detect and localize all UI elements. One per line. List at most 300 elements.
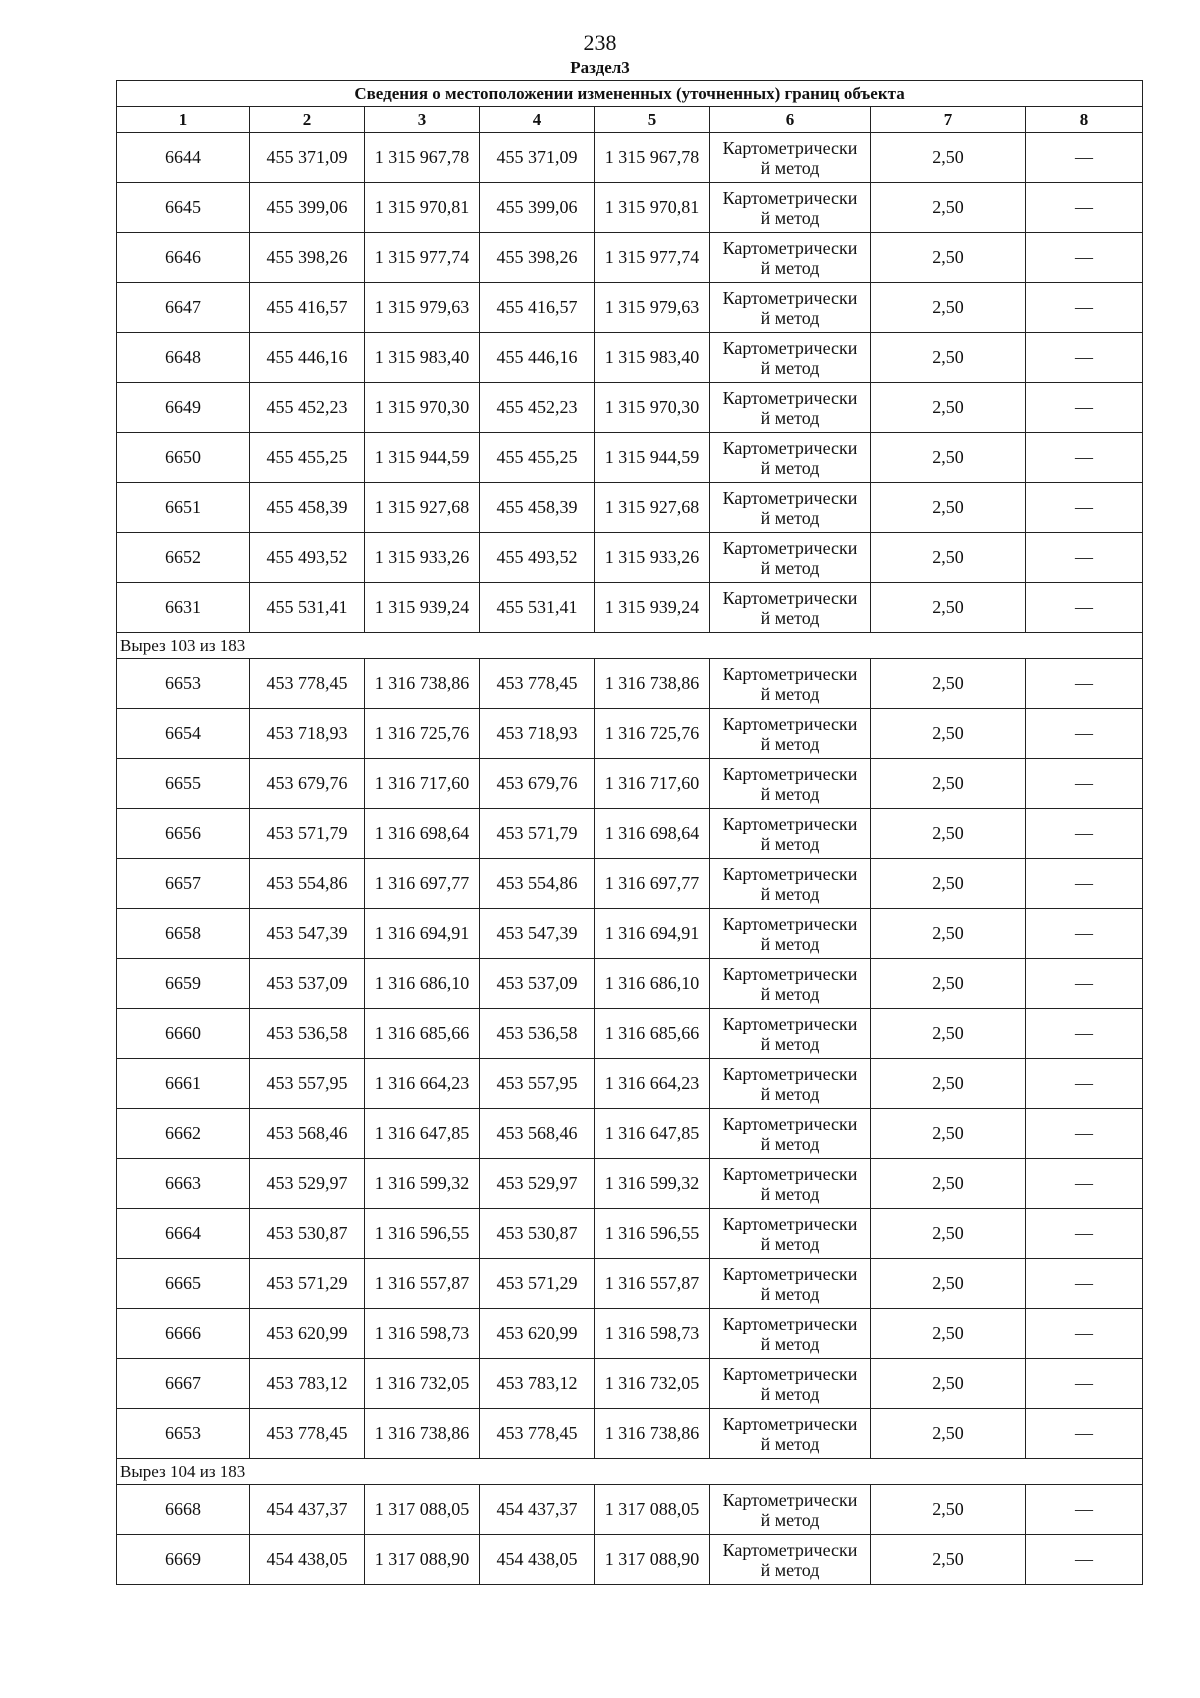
table-row [117, 1535, 1143, 1585]
method-line-1: Картометрически [722, 1113, 858, 1134]
method-line-1: Картометрически [722, 1213, 858, 1234]
method-line-2: й метод [760, 933, 820, 954]
point-number-cell: 6655 [117, 759, 250, 809]
x-existing-cell: 455 416,57 [250, 283, 365, 333]
point-number-cell: 6647 [117, 283, 250, 333]
y-existing-cell: 1 316 685,66 [365, 1009, 480, 1059]
section-title: Раздел3 [570, 58, 630, 77]
method-cell [710, 533, 871, 583]
cutout-label-row [117, 1459, 1143, 1485]
point-number-cell: 6631 [117, 583, 250, 633]
y-existing-cell: 1 315 977,74 [365, 233, 480, 283]
y-new-cell: 1 315 979,63 [595, 283, 710, 333]
y-new-cell: 1 316 717,60 [595, 759, 710, 809]
method-line-2: й метод [760, 457, 820, 478]
table-body [117, 133, 1143, 1585]
x-existing-cell: 455 446,16 [250, 333, 365, 383]
y-existing-cell: 1 315 927,68 [365, 483, 480, 533]
column-header: 8 [1026, 107, 1143, 133]
column-header: 3 [365, 107, 480, 133]
method-line-1: Картометрически [722, 713, 858, 734]
x-new-cell: 455 399,06 [480, 183, 595, 233]
y-new-cell: 1 317 088,05 [595, 1485, 710, 1535]
x-existing-cell: 455 458,39 [250, 483, 365, 533]
y-existing-cell: 1 316 557,87 [365, 1259, 480, 1309]
accuracy-cell: 2,50 [871, 1409, 1026, 1459]
method-line-2: й метод [760, 833, 820, 854]
y-existing-cell: 1 315 970,30 [365, 383, 480, 433]
x-existing-cell: 454 437,37 [250, 1485, 365, 1535]
note-cell: — [1026, 959, 1143, 1009]
table-row [117, 583, 1143, 633]
y-new-cell: 1 316 738,86 [595, 1409, 710, 1459]
method-line-2: й метод [760, 157, 820, 178]
method-cell [710, 1359, 871, 1409]
x-new-cell: 453 778,45 [480, 659, 595, 709]
x-existing-cell: 453 718,93 [250, 709, 365, 759]
y-existing-cell: 1 315 933,26 [365, 533, 480, 583]
y-new-cell: 1 316 694,91 [595, 909, 710, 959]
table-row [117, 283, 1143, 333]
y-existing-cell: 1 316 697,77 [365, 859, 480, 909]
table-row [117, 133, 1143, 183]
method-line-1: Картометрически [722, 763, 858, 784]
x-new-cell: 453 537,09 [480, 959, 595, 1009]
x-new-cell: 455 398,26 [480, 233, 595, 283]
x-existing-cell: 453 571,79 [250, 809, 365, 859]
point-number-cell: 6648 [117, 333, 250, 383]
x-new-cell: 453 530,87 [480, 1209, 595, 1259]
x-new-cell: 453 554,86 [480, 859, 595, 909]
point-number-cell: 6663 [117, 1159, 250, 1209]
method-line-2: й метод [760, 207, 820, 228]
accuracy-cell: 2,50 [871, 1159, 1026, 1209]
point-number-cell: 6644 [117, 133, 250, 183]
table-row [117, 483, 1143, 533]
method-line-1: Картометрически [722, 1539, 858, 1560]
accuracy-cell: 2,50 [871, 709, 1026, 759]
page-number: 238 [583, 30, 617, 55]
note-cell: — [1026, 1109, 1143, 1159]
note-cell: — [1026, 383, 1143, 433]
method-line-2: й метод [760, 1183, 820, 1204]
x-existing-cell: 453 620,99 [250, 1309, 365, 1359]
x-existing-cell: 453 554,86 [250, 859, 365, 909]
table-row [117, 333, 1143, 383]
point-number-cell: 6650 [117, 433, 250, 483]
method-cell [710, 1309, 871, 1359]
method-line-1: Картометрически [722, 137, 858, 158]
cutout-label: Вырез 103 из 183 [117, 633, 1143, 659]
method-cell [710, 1059, 871, 1109]
accuracy-cell: 2,50 [871, 1535, 1026, 1585]
method-line-1: Картометрически [722, 1413, 858, 1434]
method-cell [710, 583, 871, 633]
method-line-2: й метод [760, 883, 820, 904]
x-existing-cell: 455 371,09 [250, 133, 365, 183]
point-number-cell: 6657 [117, 859, 250, 909]
method-line-2: й метод [760, 1333, 820, 1354]
y-new-cell: 1 315 977,74 [595, 233, 710, 283]
note-cell: — [1026, 709, 1143, 759]
method-line-2: й метод [760, 1509, 820, 1530]
x-existing-cell: 453 530,87 [250, 1209, 365, 1259]
note-cell: — [1026, 133, 1143, 183]
column-number-row [117, 107, 1143, 133]
point-number-cell: 6665 [117, 1259, 250, 1309]
x-existing-cell: 453 529,97 [250, 1159, 365, 1209]
y-existing-cell: 1 316 598,73 [365, 1309, 480, 1359]
method-line-1: Картометрически [722, 913, 858, 934]
note-cell: — [1026, 433, 1143, 483]
method-cell [710, 283, 871, 333]
accuracy-cell: 2,50 [871, 233, 1026, 283]
y-existing-cell: 1 316 738,86 [365, 1409, 480, 1459]
point-number-cell: 6658 [117, 909, 250, 959]
accuracy-cell: 2,50 [871, 1259, 1026, 1309]
method-cell [710, 1209, 871, 1259]
cutout-label: Вырез 104 из 183 [117, 1459, 1143, 1485]
note-cell: — [1026, 1409, 1143, 1459]
x-existing-cell: 455 455,25 [250, 433, 365, 483]
x-new-cell: 455 416,57 [480, 283, 595, 333]
x-new-cell: 453 571,29 [480, 1259, 595, 1309]
point-number-cell: 6656 [117, 809, 250, 859]
y-existing-cell: 1 316 725,76 [365, 709, 480, 759]
method-cell [710, 1009, 871, 1059]
table-row [117, 909, 1143, 959]
y-existing-cell: 1 316 664,23 [365, 1059, 480, 1109]
y-existing-cell: 1 316 599,32 [365, 1159, 480, 1209]
method-line-2: й метод [760, 1133, 820, 1154]
accuracy-cell: 2,50 [871, 333, 1026, 383]
point-number-cell: 6669 [117, 1535, 250, 1585]
x-existing-cell: 453 679,76 [250, 759, 365, 809]
method-line-1: Картометрически [722, 1263, 858, 1284]
x-existing-cell: 454 438,05 [250, 1535, 365, 1585]
method-line-2: й метод [760, 1559, 820, 1580]
y-new-cell: 1 316 697,77 [595, 859, 710, 909]
accuracy-cell: 2,50 [871, 809, 1026, 859]
y-new-cell: 1 316 647,85 [595, 1109, 710, 1159]
point-number-cell: 6659 [117, 959, 250, 1009]
method-line-1: Картометрически [722, 1313, 858, 1334]
accuracy-cell: 2,50 [871, 1109, 1026, 1159]
x-new-cell: 455 452,23 [480, 383, 595, 433]
method-line-1: Картометрически [722, 963, 858, 984]
accuracy-cell: 2,50 [871, 183, 1026, 233]
method-cell [710, 483, 871, 533]
y-existing-cell: 1 316 596,55 [365, 1209, 480, 1259]
point-number-cell: 6654 [117, 709, 250, 759]
x-existing-cell: 453 568,46 [250, 1109, 365, 1159]
accuracy-cell: 2,50 [871, 1059, 1026, 1109]
x-existing-cell: 455 399,06 [250, 183, 365, 233]
y-new-cell: 1 316 599,32 [595, 1159, 710, 1209]
y-existing-cell: 1 316 647,85 [365, 1109, 480, 1159]
x-new-cell: 454 437,37 [480, 1485, 595, 1535]
table-row [117, 1259, 1143, 1309]
accuracy-cell: 2,50 [871, 959, 1026, 1009]
y-new-cell: 1 315 927,68 [595, 483, 710, 533]
x-existing-cell: 453 536,58 [250, 1009, 365, 1059]
table-row [117, 1359, 1143, 1409]
y-existing-cell: 1 316 686,10 [365, 959, 480, 1009]
accuracy-cell: 2,50 [871, 483, 1026, 533]
method-line-2: й метод [760, 1033, 820, 1054]
x-new-cell: 453 536,58 [480, 1009, 595, 1059]
note-cell: — [1026, 1535, 1143, 1585]
table-row [117, 1109, 1143, 1159]
accuracy-cell: 2,50 [871, 659, 1026, 709]
point-number-cell: 6666 [117, 1309, 250, 1359]
method-line-1: Картометрически [722, 287, 858, 308]
y-existing-cell: 1 317 088,90 [365, 1535, 480, 1585]
y-new-cell: 1 316 738,86 [595, 659, 710, 709]
table-row [117, 1009, 1143, 1059]
note-cell: — [1026, 1485, 1143, 1535]
method-line-1: Картометрически [722, 237, 858, 258]
method-cell [710, 709, 871, 759]
y-existing-cell: 1 315 944,59 [365, 433, 480, 483]
method-line-1: Картометрически [722, 187, 858, 208]
accuracy-cell: 2,50 [871, 1485, 1026, 1535]
method-cell [710, 1109, 871, 1159]
x-existing-cell: 453 783,12 [250, 1359, 365, 1409]
x-new-cell: 453 571,79 [480, 809, 595, 859]
x-new-cell: 453 718,93 [480, 709, 595, 759]
note-cell: — [1026, 859, 1143, 909]
column-header: 4 [480, 107, 595, 133]
accuracy-cell: 2,50 [871, 1009, 1026, 1059]
x-new-cell: 453 620,99 [480, 1309, 595, 1359]
method-cell [710, 959, 871, 1009]
method-line-2: й метод [760, 407, 820, 428]
note-cell: — [1026, 183, 1143, 233]
method-line-1: Картометрически [722, 437, 858, 458]
x-new-cell: 455 371,09 [480, 133, 595, 183]
note-cell: — [1026, 233, 1143, 283]
y-new-cell: 1 316 598,73 [595, 1309, 710, 1359]
point-number-cell: 6649 [117, 383, 250, 433]
point-number-cell: 6646 [117, 233, 250, 283]
x-new-cell: 454 438,05 [480, 1535, 595, 1585]
y-existing-cell: 1 315 939,24 [365, 583, 480, 633]
y-existing-cell: 1 315 979,63 [365, 283, 480, 333]
note-cell: — [1026, 1059, 1143, 1109]
method-cell [710, 1259, 871, 1309]
point-number-cell: 6664 [117, 1209, 250, 1259]
y-new-cell: 1 316 686,10 [595, 959, 710, 1009]
note-cell: — [1026, 483, 1143, 533]
table-row [117, 959, 1143, 1009]
method-cell [710, 1535, 871, 1585]
table-row [117, 759, 1143, 809]
method-line-2: й метод [760, 357, 820, 378]
note-cell: — [1026, 759, 1143, 809]
accuracy-cell: 2,50 [871, 909, 1026, 959]
method-line-2: й метод [760, 1233, 820, 1254]
accuracy-cell: 2,50 [871, 1359, 1026, 1409]
note-cell: — [1026, 1309, 1143, 1359]
method-line-2: й метод [760, 1383, 820, 1404]
x-new-cell: 453 547,39 [480, 909, 595, 959]
method-line-2: й метод [760, 1433, 820, 1454]
note-cell: — [1026, 583, 1143, 633]
x-new-cell: 455 458,39 [480, 483, 595, 533]
x-existing-cell: 455 452,23 [250, 383, 365, 433]
x-new-cell: 455 446,16 [480, 333, 595, 383]
x-existing-cell: 455 531,41 [250, 583, 365, 633]
y-new-cell: 1 316 557,87 [595, 1259, 710, 1309]
y-existing-cell: 1 316 698,64 [365, 809, 480, 859]
method-line-1: Картометрически [722, 587, 858, 608]
method-line-2: й метод [760, 507, 820, 528]
table-row [117, 709, 1143, 759]
method-cell [710, 183, 871, 233]
method-cell [710, 1409, 871, 1459]
y-new-cell: 1 315 944,59 [595, 433, 710, 483]
note-cell: — [1026, 1359, 1143, 1409]
method-line-2: й метод [760, 783, 820, 804]
y-new-cell: 1 315 970,81 [595, 183, 710, 233]
y-existing-cell: 1 316 694,91 [365, 909, 480, 959]
table-row [117, 383, 1143, 433]
x-existing-cell: 455 493,52 [250, 533, 365, 583]
y-new-cell: 1 317 088,90 [595, 1535, 710, 1585]
y-existing-cell: 1 316 717,60 [365, 759, 480, 809]
table-row [117, 433, 1143, 483]
coordinates-table [116, 80, 1143, 1585]
accuracy-cell: 2,50 [871, 1209, 1026, 1259]
method-cell [710, 659, 871, 709]
y-existing-cell: 1 317 088,05 [365, 1485, 480, 1535]
method-line-1: Картометрически [722, 813, 858, 834]
method-cell [710, 133, 871, 183]
x-existing-cell: 453 778,45 [250, 659, 365, 709]
method-line-2: й метод [760, 733, 820, 754]
note-cell: — [1026, 1259, 1143, 1309]
x-new-cell: 453 568,46 [480, 1109, 595, 1159]
x-existing-cell: 453 571,29 [250, 1259, 365, 1309]
method-line-2: й метод [760, 257, 820, 278]
x-existing-cell: 453 557,95 [250, 1059, 365, 1109]
x-new-cell: 453 679,76 [480, 759, 595, 809]
accuracy-cell: 2,50 [871, 533, 1026, 583]
note-cell: — [1026, 283, 1143, 333]
y-existing-cell: 1 316 738,86 [365, 659, 480, 709]
accuracy-cell: 2,50 [871, 283, 1026, 333]
note-cell: — [1026, 1159, 1143, 1209]
x-new-cell: 453 783,12 [480, 1359, 595, 1409]
method-line-1: Картометрически [722, 1363, 858, 1384]
point-number-cell: 6645 [117, 183, 250, 233]
method-line-1: Картометрически [722, 1063, 858, 1084]
method-cell [710, 1159, 871, 1209]
method-line-1: Картометрически [722, 1013, 858, 1034]
point-number-cell: 6653 [117, 659, 250, 709]
method-cell [710, 909, 871, 959]
accuracy-cell: 2,50 [871, 133, 1026, 183]
table-row [117, 1309, 1143, 1359]
y-new-cell: 1 315 970,30 [595, 383, 710, 433]
table-row [117, 1409, 1143, 1459]
column-header: 6 [710, 107, 871, 133]
accuracy-cell: 2,50 [871, 583, 1026, 633]
y-new-cell: 1 316 685,66 [595, 1009, 710, 1059]
note-cell: — [1026, 533, 1143, 583]
y-existing-cell: 1 315 970,81 [365, 183, 480, 233]
accuracy-cell: 2,50 [871, 859, 1026, 909]
x-new-cell: 453 778,45 [480, 1409, 595, 1459]
y-new-cell: 1 315 939,24 [595, 583, 710, 633]
accuracy-cell: 2,50 [871, 759, 1026, 809]
table-row [117, 809, 1143, 859]
method-line-2: й метод [760, 1083, 820, 1104]
x-new-cell: 453 529,97 [480, 1159, 595, 1209]
y-new-cell: 1 315 983,40 [595, 333, 710, 383]
method-line-2: й метод [760, 1283, 820, 1304]
method-line-1: Картометрически [722, 1163, 858, 1184]
method-cell [710, 433, 871, 483]
table-row [117, 183, 1143, 233]
y-existing-cell: 1 315 983,40 [365, 333, 480, 383]
table-row [117, 659, 1143, 709]
method-line-2: й метод [760, 557, 820, 578]
point-number-cell: 6660 [117, 1009, 250, 1059]
method-cell [710, 1485, 871, 1535]
method-line-1: Картометрически [722, 487, 858, 508]
point-number-cell: 6662 [117, 1109, 250, 1159]
method-line-1: Картометрически [722, 337, 858, 358]
x-existing-cell: 455 398,26 [250, 233, 365, 283]
x-existing-cell: 453 778,45 [250, 1409, 365, 1459]
table-row [117, 1059, 1143, 1109]
column-header: 5 [595, 107, 710, 133]
x-new-cell: 455 455,25 [480, 433, 595, 483]
table-row [117, 1485, 1143, 1535]
y-new-cell: 1 315 967,78 [595, 133, 710, 183]
method-cell [710, 859, 871, 909]
x-new-cell: 455 493,52 [480, 533, 595, 583]
method-line-2: й метод [760, 683, 820, 704]
method-cell [710, 759, 871, 809]
y-new-cell: 1 316 698,64 [595, 809, 710, 859]
x-new-cell: 455 531,41 [480, 583, 595, 633]
table-row [117, 533, 1143, 583]
table-row [117, 1209, 1143, 1259]
column-header: 2 [250, 107, 365, 133]
column-header: 1 [117, 107, 250, 133]
method-line-1: Картометрически [722, 863, 858, 884]
y-existing-cell: 1 315 967,78 [365, 133, 480, 183]
method-cell [710, 809, 871, 859]
method-line-2: й метод [760, 607, 820, 628]
method-line-1: Картометрически [722, 1489, 858, 1510]
point-number-cell: 6667 [117, 1359, 250, 1409]
point-number-cell: 6651 [117, 483, 250, 533]
note-cell: — [1026, 809, 1143, 859]
method-cell [710, 333, 871, 383]
x-existing-cell: 453 537,09 [250, 959, 365, 1009]
y-new-cell: 1 316 664,23 [595, 1059, 710, 1109]
point-number-cell: 6653 [117, 1409, 250, 1459]
point-number-cell: 6652 [117, 533, 250, 583]
y-existing-cell: 1 316 732,05 [365, 1359, 480, 1409]
note-cell: — [1026, 659, 1143, 709]
note-cell: — [1026, 333, 1143, 383]
accuracy-cell: 2,50 [871, 1309, 1026, 1359]
